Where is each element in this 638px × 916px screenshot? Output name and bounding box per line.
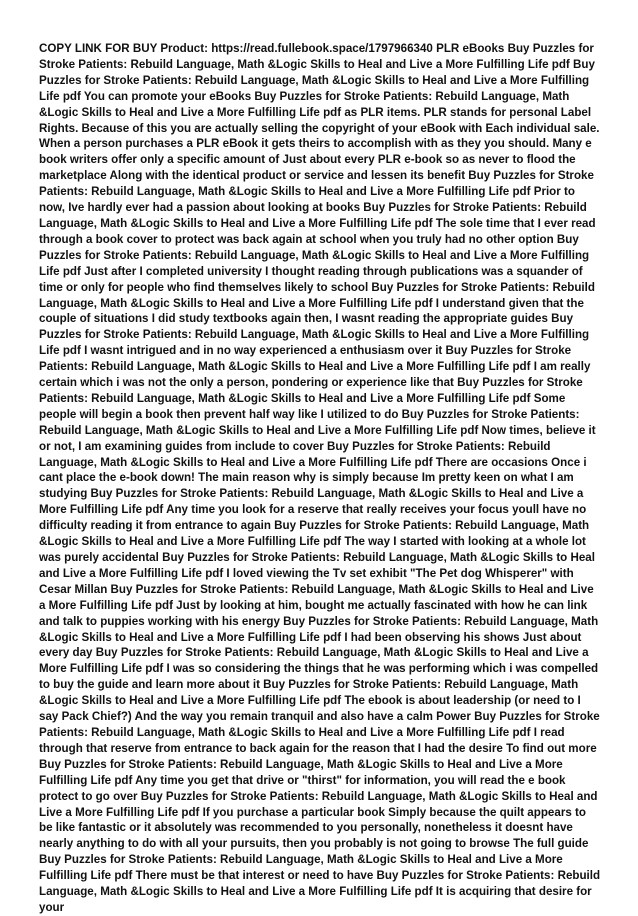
document-body-text: COPY LINK FOR BUY Product: https://read.fullebook.space/1797966340 PLR eBooks Buy Puzzles for Stroke Patients: Rebuild Language, Math &Logic Skills to Heal and Live a More Fulfilling Life pdf Buy Puzzles for Stroke Patients: Rebuild Language, Math &Logic Skills to Heal and Live a More Fulfilling Life pdf You can promote your eBooks Buy Puzzles for Stroke Patients: Rebuild Language, Math &Logic Skills to Heal and Live a More Fulfilling Life pdf as PLR items. PLR stands for personal Label Rights. Because of this you are actually selling the copyright of your eBook with Each individual sale. When a person purchases a PLR eBook it gets theirs to accomplish with as they you should. Many e book writers offer only a specific amount of Just about every PLR e-book so as never to flood the marketplace Along with the identical product or service and lessen its benefit Buy Puzzles for Stroke Patients: Rebuild Language, Math &Logic Skills to Heal and Live a More Fulfilling Life pdf Prior to now, Ive hardly ever had a passion about looking at books Buy Puzzles for Stroke Patients: Rebuild Language, Math &Logic Skills to Heal and Live a More Fulfilling Life pdf The sole time that I ever read through a book cover to protect was back again at school when you truly had no other option Buy Puzzles for Stroke Patients: Rebuild Language, Math &Logic Skills to Heal and Live a More Fulfilling Life pdf Just after I completed university I thought reading through publications was a squander of time or only for people who find themselves likely to school Buy Puzzles for Stroke Patients: Rebuild Language, Math &Logic Skills to Heal and Live a More Fulfilling Life pdf I understand given that the couple of situations I did study textbooks again then, I wasnt reading the appropriate guides Buy Puzzles for Stroke Patients: Rebuild Language, Math &Logic Skills to Heal and Live a More Fulfilling Life pdf I wasnt intrigued and in no way experienced a enthusiasm over it Buy Puzzles for Stroke Patients: Rebuild Language, Math &Logic Skills to Heal and Live a More Fulfilling Life pdf I am really certain which i was not the only a person, pondering or experience like that Buy Puzzles for Stroke Patients: Rebuild Language, Math &Logic Skills to Heal and Live a More Fulfilling Life pdf Some people will begin a book then prevent half way like I utilized to do Buy Puzzles for Stroke Patients: Rebuild Language, Math &Logic Skills to Heal and Live a More Fulfilling Life pdf Now times, believe it or not, I am examining guides from include to cover Buy Puzzles for Stroke Patients: Rebuild Language, Math &Logic Skills to Heal and Live a More Fulfilling Life pdf There are occasions Once i cant place the e-book down! The main reason why is simply because Im pretty keen on what I am studying Buy Puzzles for Stroke Patients: Rebuild Language, Math &Logic Skills to Heal and Live a More Fulfilling Life pdf Any time you look for a reserve that really receives your focus youll have no difficulty reading it from entrance to again Buy Puzzles for Stroke Patients: Rebuild Language, Math &Logic Skills to Heal and Live a More Fulfilling Life pdf The way I started with looking at a whole lot was purely accidental Buy Puzzles for Stroke Patients: Rebuild Language, Math &Logic Skills to Heal and Live a More Fulfilling Life pdf I loved viewing the Tv set exhibit "The Pet dog Whisperer" with Cesar Millan Buy Puzzles for Stroke Patients: Rebuild Language, Math &Logic Skills to Heal and Live a More Fulfilling Life pdf Just by looking at him, bought me actually fascinated with how he can link and talk to puppies working with his energy Buy Puzzles for Stroke Patients: Rebuild Language, Math &Logic Skills to Heal and Live a More Fulfilling Life pdf I had been observing his shows Just about every day Buy Puzzles for Stroke Patients: Rebuild Language, Math &Logic Skills to Heal and Live a More Fulfilling Life pdf I was so considering the things that he was performing which i was compelled to buy the guide and learn more about it Buy Puzzles for Stroke Patients: Rebuild Language, Math &Logic Skills to Heal and Live a More Fulfilling Life pdf The ebook is about leadership (or need to I say Pack Chief?) And the way you remain tranquil and also have a calm Power Buy Puzzles for Stroke Patients: Rebuild Language, Math &Logic Skills to Heal and Live a More Fulfilling Life pdf I read through that reserve from entrance to back again for the reason that I had the desire To find out more Buy Puzzles for Stroke Patients: Rebuild Language, Math &Logic Skills to Heal and Live a More Fulfilling Life pdf Any time you get that drive or "thirst" for information, you will read the e book protect to go over Buy Puzzles for Stroke Patients: Rebuild Language, Math &Logic Skills to Heal and Live a More Fulfilling Life pdf If you purchase a particular book Simply because the quilt appears to be like fantastic or it absolutely was recommended to you personally, nonetheless it doesnt have nearly anything to do with all your pursuits, then you probably is not going to browse The full guide Buy Puzzles for Stroke Patients: Rebuild Language, Math &Logic Skills to Heal and Live a More Fulfilling Life pdf There must be that interest or need to have Buy Puzzles for Stroke Patients: Rebuild Language, Math &Logic Skills to Heal and Live a More Fulfilling Life pdf It is acquiring that desire for your bbox=[39, 42, 601, 914]
